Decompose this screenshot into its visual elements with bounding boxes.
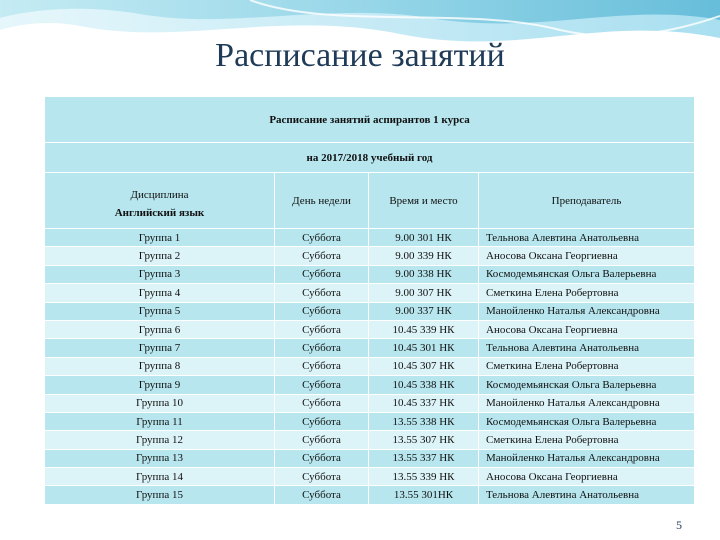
- time-place-cell: 13.55 339 НК: [369, 468, 479, 486]
- day-cell: Суббота: [275, 412, 369, 430]
- table-row: [45, 449, 695, 467]
- subject-label: Английский язык: [114, 207, 205, 219]
- time-place-cell: 13.55 338 НК: [369, 412, 479, 430]
- day-cell: Суббота: [275, 394, 369, 412]
- group-cell: Группа 14: [45, 468, 275, 486]
- table-row: [45, 284, 695, 302]
- group-cell: Группа 3: [45, 265, 275, 283]
- teacher-cell: Тельнова Алевтина Анатольевна: [479, 486, 695, 504]
- table-row: [45, 357, 695, 375]
- table-row: [45, 265, 695, 283]
- table-row: [45, 468, 695, 486]
- teacher-cell: Сметкина Елена Робертовна: [479, 284, 695, 302]
- teacher-cell: Аносова Оксана Георгиевна: [479, 320, 695, 338]
- time-place-cell: 10.45 307 НК: [369, 357, 479, 375]
- schedule-table: [44, 96, 695, 505]
- time-place-cell: 10.45 339 НК: [369, 320, 479, 338]
- group-cell: Группа 11: [45, 412, 275, 430]
- day-cell: Суббота: [275, 431, 369, 449]
- time-place-cell: 9.00 307 НК: [369, 284, 479, 302]
- teacher-cell: Космодемьянская Ольга Валерьевна: [479, 412, 695, 430]
- teacher-header: Преподаватель: [479, 173, 695, 229]
- time-place-cell: 9.00 337 НК: [369, 302, 479, 320]
- group-cell: Группа 4: [45, 284, 275, 302]
- day-cell: Суббота: [275, 376, 369, 394]
- page-number: 5: [676, 518, 682, 532]
- page-title: Расписание занятий: [215, 37, 505, 74]
- teacher-cell: Аносова Оксана Георгиевна: [479, 468, 695, 486]
- group-cell: Группа 10: [45, 394, 275, 412]
- group-cell: Группа 2: [45, 247, 275, 265]
- table-row: [45, 486, 695, 504]
- time-place-cell: 13.55 301НК: [369, 486, 479, 504]
- day-cell: Суббота: [275, 339, 369, 357]
- teacher-cell: Тельнова Алевтина Анатольевна: [479, 339, 695, 357]
- table-header-line-1: Расписание занятий аспирантов 1 курса: [45, 97, 695, 143]
- table-row: [45, 247, 695, 265]
- table-row: [45, 320, 695, 338]
- time-place-cell: 10.45 337 НК: [369, 394, 479, 412]
- group-cell: Группа 7: [45, 339, 275, 357]
- time-place-header: Время и место: [369, 173, 479, 229]
- group-cell: Группа 5: [45, 302, 275, 320]
- teacher-cell: Аносова Оксана Георгиевна: [479, 247, 695, 265]
- day-cell: Суббота: [275, 320, 369, 338]
- table-row: [45, 431, 695, 449]
- teacher-cell: Тельнова Алевтина Анатольевна: [479, 229, 695, 247]
- group-cell: Группа 13: [45, 449, 275, 467]
- day-cell: Суббота: [275, 468, 369, 486]
- day-cell: Суббота: [275, 486, 369, 504]
- table-row: [45, 376, 695, 394]
- day-cell: Суббота: [275, 284, 369, 302]
- time-place-cell: 13.55 307 НК: [369, 431, 479, 449]
- group-cell: Группа 12: [45, 431, 275, 449]
- day-cell: Суббота: [275, 449, 369, 467]
- table-row: [45, 229, 695, 247]
- discipline-label: Дисциплина: [130, 189, 189, 201]
- group-cell: Группа 6: [45, 320, 275, 338]
- time-place-cell: 9.00 338 НК: [369, 265, 479, 283]
- time-place-cell: 9.00 339 НК: [369, 247, 479, 265]
- teacher-cell: Сметкина Елена Робертовна: [479, 431, 695, 449]
- time-place-cell: 10.45 338 НК: [369, 376, 479, 394]
- teacher-cell: Космодемьянская Ольга Валерьевна: [479, 265, 695, 283]
- group-cell: Группа 1: [45, 229, 275, 247]
- table-row: [45, 412, 695, 430]
- day-cell: Суббота: [275, 357, 369, 375]
- teacher-cell: Манойленко Наталья Александровна: [479, 302, 695, 320]
- teacher-cell: Сметкина Елена Робертовна: [479, 357, 695, 375]
- group-cell: Группа 9: [45, 376, 275, 394]
- time-place-cell: 9.00 301 НК: [369, 229, 479, 247]
- day-cell: Суббота: [275, 247, 369, 265]
- day-cell: Суббота: [275, 302, 369, 320]
- teacher-cell: Манойленко Наталья Александровна: [479, 449, 695, 467]
- teacher-cell: Манойленко Наталья Александровна: [479, 394, 695, 412]
- discipline-header-cell: [45, 173, 275, 229]
- time-place-cell: 13.55 337 НК: [369, 449, 479, 467]
- table-header-line-2: на 2017/2018 учебный год: [45, 143, 695, 173]
- table-row: [45, 394, 695, 412]
- time-place-cell: 10.45 301 НК: [369, 339, 479, 357]
- day-cell: Суббота: [275, 265, 369, 283]
- day-cell: Суббота: [275, 229, 369, 247]
- table-row: [45, 339, 695, 357]
- group-cell: Группа 8: [45, 357, 275, 375]
- group-cell: Группа 15: [45, 486, 275, 504]
- teacher-cell: Космодемьянская Ольга Валерьевна: [479, 376, 695, 394]
- day-header: День недели: [275, 173, 369, 229]
- table-row: [45, 302, 695, 320]
